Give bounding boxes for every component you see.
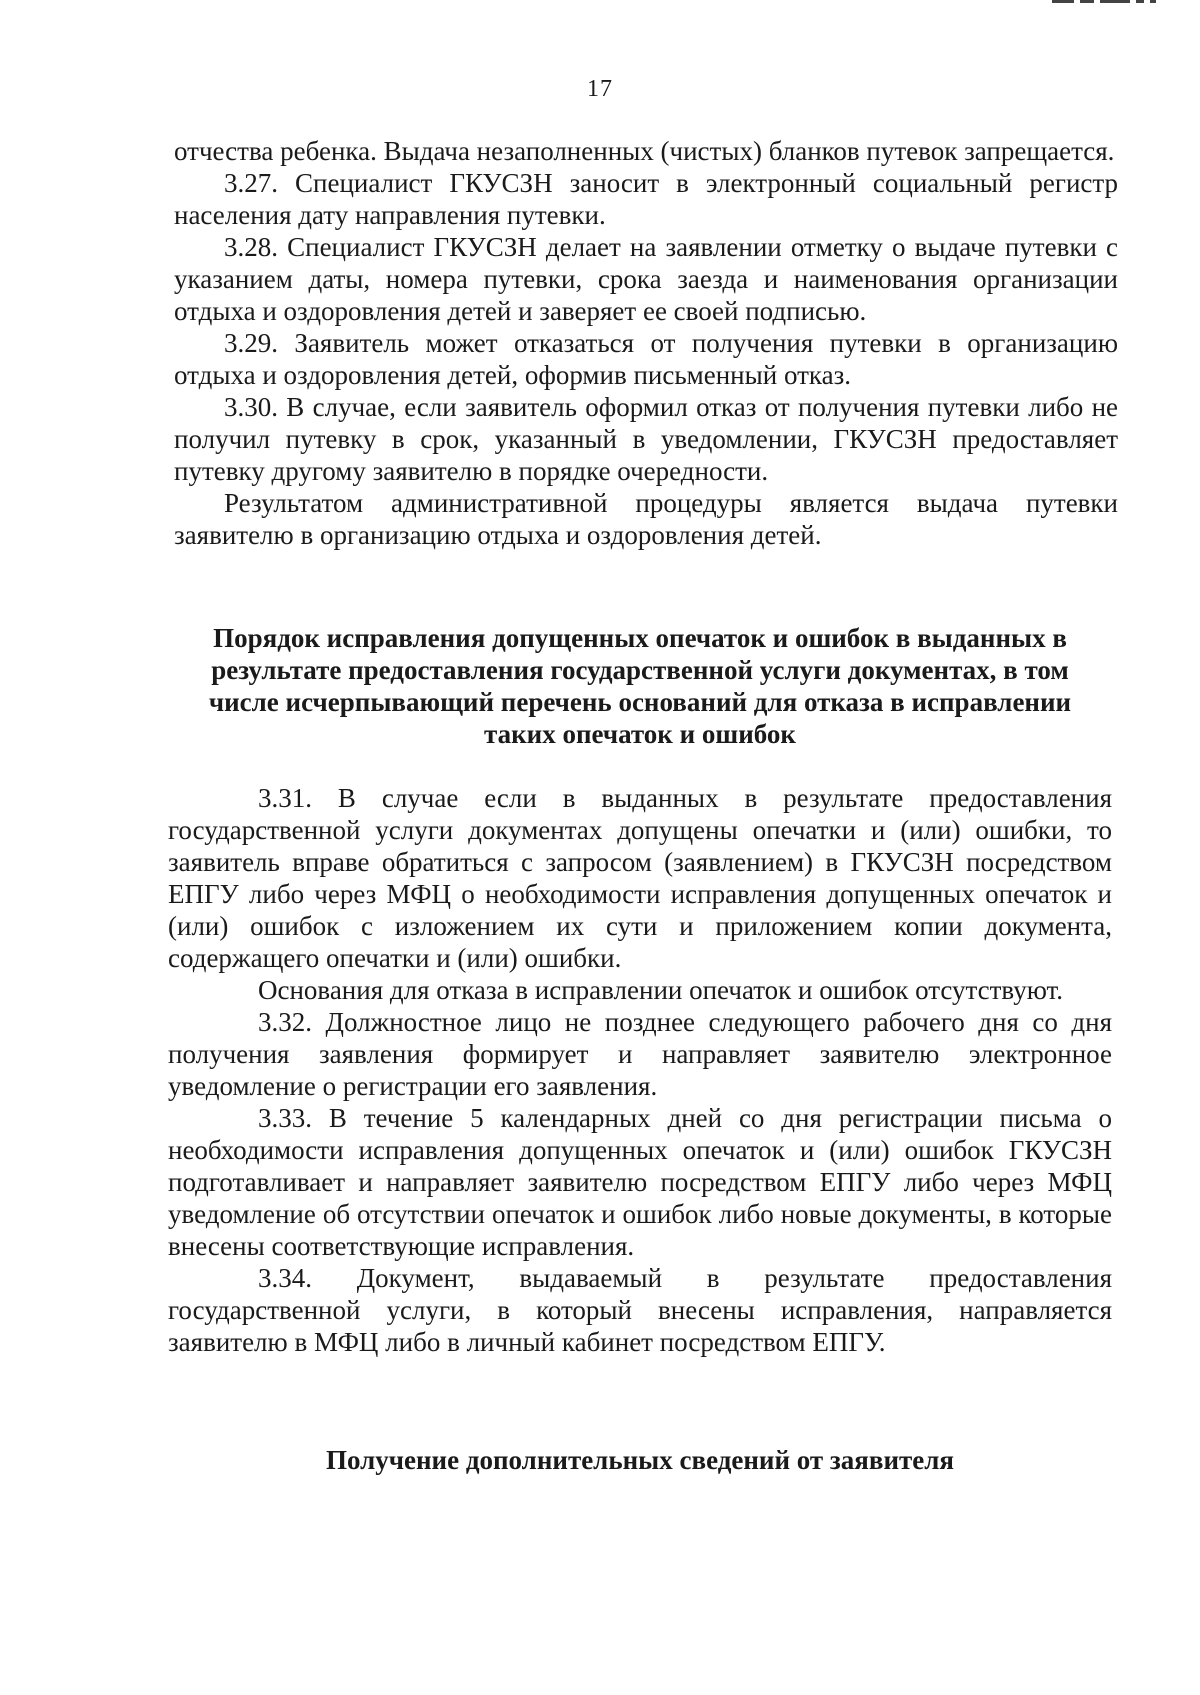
scan-artifact-mark [1052, 0, 1162, 8]
paragraph-3-28: 3.28. Специалист ГКУСЗН делает на заявлении отметку о выдаче путевки с указанием даты, номера путевки, срока заезда и наименования организации отдыха и оздоровления детей и заверяет ее своей подписью. [174, 232, 1118, 326]
paragraph-3-30: 3.30. В случае, если заявитель оформил отказ от получения путевки либо не получил путевку в срок, указанный в уведомлении, ГКУСЗН предоставляет путевку другому заявителю в порядке очередности. [174, 392, 1118, 486]
paragraph-3-33: 3.33. В течение 5 календарных дней со дня регистрации письма о необходимости исправления допущенных опечаток и (или) ошибок ГКУСЗН подготавливает и направляет заявителю посредством ЕПГУ либо через МФЦ уведомление об отсутствии опечаток и ошибок либо новые документы, в которые внесены соответствующие исправления. [168, 1103, 1112, 1261]
text-block-corrections [168, 782, 1112, 1358]
page-number: 17 [587, 76, 613, 102]
section-heading-additional-info: Получение дополнительных сведений от заявителя [325, 1445, 955, 1475]
paragraph-result: Результатом административной процедуры является выдача путевки заявителю в организацию отдыха и оздоровления детей. [174, 488, 1118, 550]
paragraph-3-31: 3.31. В случае если в выданных в результате предоставления государственной услуги документах допущены опечатки и (или) ошибки, то заявитель вправе обратиться с запросом (заявлением) в ГКУСЗН посредством ЕПГУ либо через МФЦ о необходимости исправления допущенных опечаток и (или) ошибок с изложением их сути и приложением копии документа, содержащего опечатки и (или) ошибки. [168, 783, 1112, 973]
paragraph-3-27: 3.27. Специалист ГКУСЗН заносит в электронный социальный регистр населения дату направления путевки. [174, 168, 1118, 230]
text-block-procedure [174, 135, 1118, 551]
paragraph-3-32: 3.32. Должностное лицо не позднее следующего рабочего дня со дня получения заявления формирует и направляет заявителю электронное уведомление о регистрации его заявления. [168, 1007, 1112, 1101]
paragraph-3-29: 3.29. Заявитель может отказаться от получения путевки в организацию отдыха и оздоровления детей, оформив письменный отказ. [174, 328, 1118, 390]
paragraph-continuation: отчества ребенка. Выдача незаполненных (чистых) бланков путевок запрещается. [174, 136, 1115, 166]
paragraph-grounds: Основания для отказа в исправлении опечаток и ошибок отсутствуют. [258, 975, 1064, 1005]
paragraph-3-34: 3.34. Документ, выдаваемый в результате предоставления государственной услуги, в который внесены исправления, направляется заявителю в МФЦ либо в личный кабинет посредством ЕПГУ. [168, 1263, 1112, 1357]
section-heading-corrections: Порядок исправления допущенных опечаток и ошибок в выданных в результате предоставления государственной услуги документах, в том числе исчерпывающий перечень оснований для отказа в исправлении таких опечаток и ошибок [208, 623, 1072, 749]
